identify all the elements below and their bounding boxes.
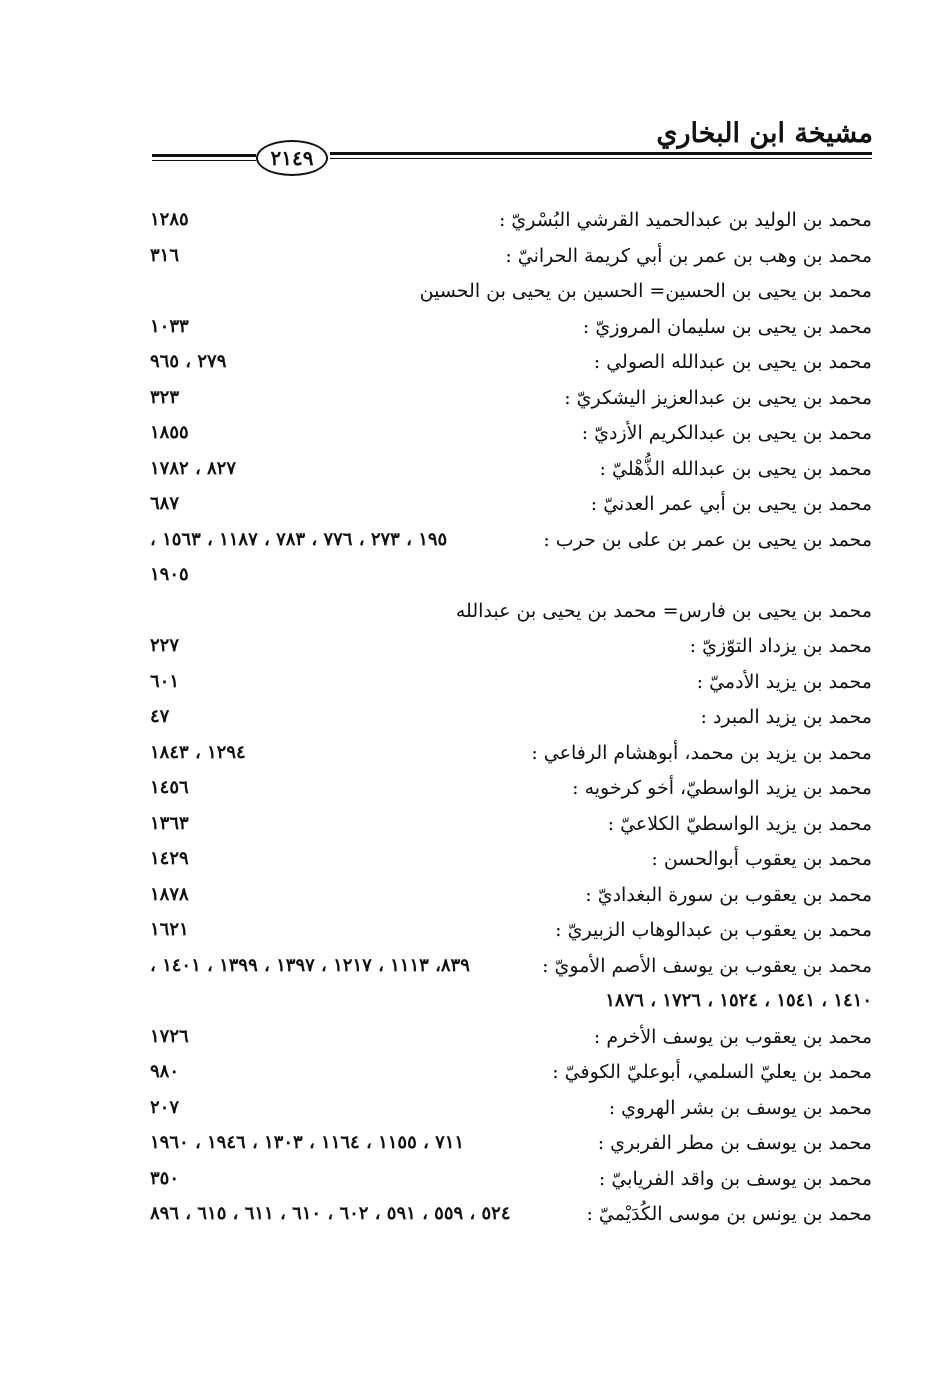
entry-references: ٣١٦ (150, 244, 180, 266)
entry-name: محمد بن يحيى بن عمر بن على بن حرب : (543, 528, 872, 551)
page-number-badge: ٢١٤٩ (256, 140, 328, 176)
index-entry (150, 276, 872, 312)
entry-references: ٩٨٠ (150, 1061, 180, 1082)
index-entry (150, 915, 872, 951)
index-entry (150, 773, 872, 809)
entry-references: ٦٨٧ (150, 493, 180, 514)
entry-references: ١٣٦٣ (150, 812, 189, 834)
index-entry (150, 667, 872, 703)
entry-name: محمد بن يحيى بن عبدالكريم الأزديّ : (581, 422, 872, 444)
index-entries (150, 205, 872, 1235)
entry-name: محمد بن يعقوب بن يوسف الأصم الأمويّ : (542, 954, 872, 977)
index-entry (150, 1022, 872, 1058)
entry-name: محمد بن يونس بن موسى الكُدَيْميّ : (586, 1203, 872, 1225)
entry-references: ٣٥٠ (150, 1167, 180, 1189)
entry-name: محمد بن يعقوب بن يوسف الأخرم : (593, 1025, 872, 1048)
index-entry (150, 1164, 872, 1200)
index-entry (150, 383, 872, 419)
entry-references: ٤٧ (150, 706, 170, 727)
index-entry (150, 951, 872, 987)
entry-name: محمد بن يوسف بن بشر الهروي : (608, 1096, 872, 1119)
entry-references: ١٤٥٦ (150, 777, 189, 798)
entry-name: محمد بن يحيى بن عبدالعزيز اليشكريّ : (564, 386, 872, 409)
header-rule (330, 152, 872, 155)
entry-references: ٢٠٧ (150, 1096, 180, 1118)
entry-name: محمد بن يحيى بن أبي عمر العدنيّ : (590, 493, 872, 515)
entry-name: محمد بن يزيد الأدميّ : (696, 670, 872, 693)
header-rule-left (152, 154, 256, 157)
header-rule-thin (330, 158, 872, 159)
index-entry (150, 347, 872, 383)
index-entry (150, 631, 872, 667)
entry-continuation (150, 560, 872, 596)
entry-references: ١٩٥ ، ٢٧٣ ، ٧٧٦ ، ٧٨٣ ، ١١٨٧ ، ١٥٦٣ ، (150, 528, 448, 550)
entry-references: ١٢٩٤ ، ١٨٤٣ (150, 741, 246, 763)
index-entry (150, 880, 872, 916)
entry-references: ٢٢٧ (150, 635, 180, 656)
entry-references: ٨٢٧ ، ١٧٨٢ (150, 457, 237, 479)
entry-references: ٢٧٩ ، ٩٦٥ (150, 351, 227, 372)
entry-name: محمد بن يحيى بن عبدالله الصولي : (593, 351, 872, 373)
entry-references: ١٦٢١ (150, 919, 189, 940)
entry-references-continued: ١٩٠٥ (150, 564, 189, 585)
entry-references: ٥٢٤ ، ٥٥٩ ، ٥٩١ ، ٦٠٢ ، ٦١٠ ، ٦١١ ، ٦١٥ ، ٨٩٦ (150, 1203, 511, 1224)
entry-references: ٦٠١ (150, 670, 180, 692)
index-entry (150, 454, 872, 490)
entry-name: محمد بن يحيى بن فارس= محمد بن يحيى بن عبدالله (455, 599, 872, 622)
index-entry (150, 596, 872, 632)
index-entry (150, 489, 872, 525)
entry-references: ١٠٣٣ (150, 315, 189, 337)
index-entry (150, 525, 872, 561)
index-entry (150, 844, 872, 880)
running-header-title: مشيخة ابن البخاري (656, 118, 873, 149)
entry-references: ١٧٢٦ (150, 1025, 189, 1047)
entry-references: ١٢٨٥ (150, 209, 189, 230)
entry-name: محمد بن يعقوب أبوالحسن : (651, 848, 872, 870)
entry-name: محمد بن يعليّ السلمي، أبوعليّ الكوفيّ : (552, 1061, 872, 1083)
index-entry (150, 809, 872, 845)
entry-name: محمد بن يزيد الواسطيّ، أخو كرخويه : (572, 777, 872, 799)
index-entry (150, 1057, 872, 1093)
entry-name: محمد بن يزيد المبرد : (700, 706, 872, 728)
entry-references: ١٨٧٨ (150, 883, 189, 905)
entry-name: محمد بن يزيد بن محمد، أبوهشام الرفاعي : (531, 741, 872, 764)
header-rule-left-thin (152, 160, 256, 161)
entry-references: ١٤٢٩ (150, 848, 189, 869)
index-entry (150, 1093, 872, 1129)
entry-name: محمد بن يعقوب بن سورة البغداديّ : (585, 883, 872, 906)
entry-continuation (150, 986, 872, 1022)
entry-references: ٣٢٣ (150, 386, 180, 408)
index-entry (150, 1128, 872, 1164)
entry-name: محمد بن يزيد الواسطيّ الكلاعيّ : (607, 812, 872, 835)
index-entry (150, 738, 872, 774)
entry-name: محمد بن يعقوب بن عبدالوهاب الزبيريّ : (555, 919, 872, 941)
index-entry (150, 205, 872, 241)
entry-name: محمد بن يحيى بن عبدالله الذُّهْليّ : (599, 457, 872, 480)
entry-references: ٧١١ ، ١١٥٥ ، ١١٦٤ ، ١٣٠٣ ، ١٩٤٦ ، ١٩٦٠ (150, 1132, 465, 1153)
index-entry (150, 312, 872, 348)
entry-name: محمد بن يحيى بن الحسين= الحسين بن يحيى بن الحسين (419, 280, 872, 302)
entry-name: محمد بن يزداد التوّزيّ : (689, 635, 872, 657)
entry-references: ٨٣٩، ١١١٣ ، ١٢١٧ ، ١٣٩٧ ، ١٣٩٩ ، ١٤٠١ ، (150, 954, 470, 976)
entry-name: محمد بن يوسف بن واقد الفريابيّ : (598, 1167, 872, 1190)
entry-name: محمد بن الوليد بن عبدالحميد القرشي البُسْريّ : (498, 209, 872, 231)
index-entry (150, 241, 872, 277)
entry-name: محمد بن يحيى بن سليمان المروزيّ : (582, 315, 872, 338)
index-entry (150, 702, 872, 738)
entry-references-continued: ١٤١٠ ، ١٥٤١ ، ١٥٢٤ ، ١٧٢٦ ، ١٨٧٦ (605, 990, 872, 1011)
entry-name: محمد بن وهب بن عمر بن أبي كريمة الحرانيّ : (505, 244, 872, 267)
index-entry (150, 1199, 872, 1235)
entry-references: ١٨٥٥ (150, 422, 189, 443)
entry-name: محمد بن يوسف بن مطر الفربري : (597, 1132, 872, 1154)
index-entry (150, 418, 872, 454)
